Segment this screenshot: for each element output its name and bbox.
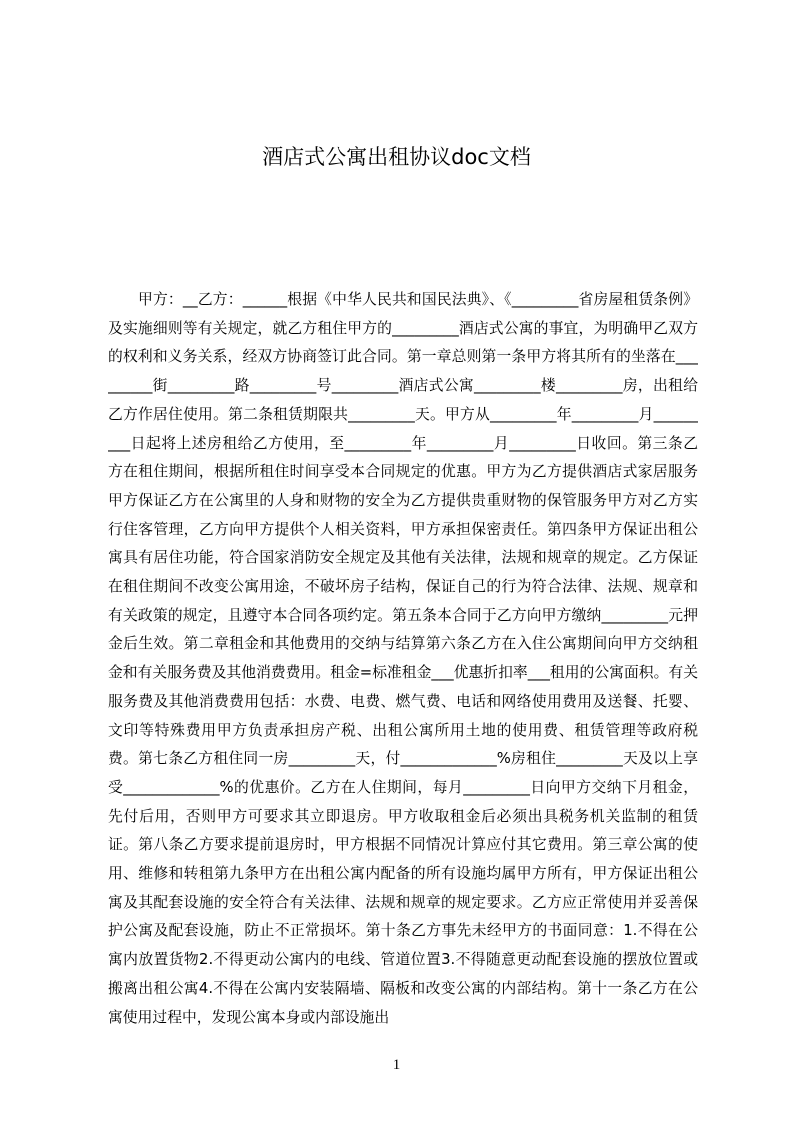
document-body-text: 甲方：__乙方：______根据《中华人民共和国民法典》、《_________省房屋租赁条例》及实施细则等有关规定，就乙方租住甲方的_________酒店式公寓的事宜，为明确甲乙双方的权利和义务关系，经双方协商签订此合同。第一章总则第一条甲方将其所有的坐落在_________街_________路_________号_________酒店式公寓_________楼_________房，出租给乙方作居住使用。第二条租赁期限共_________天。甲方从_________年_________月_________日起将上述房租给乙方使用，至_________年_________月_________日收回。第三条乙方在租住期间，根据所租住时间享受本合同规定的优惠。甲方为乙方提供酒店式家居服务甲方保证乙方在公寓里的人身和财物的安全为乙方提供贵重财物的保管服务甲方对乙方实行住客管理，乙方向甲方提供个人相关资料，甲方承担保密责任。第四条甲方保证出租公寓具有居住功能，符合国家消防安全规定及其他有关法律，法规和规章的规定。乙方保证在租住期间不改变公寓用途，不破坏房子结构，保证自己的行为符合法律、法规、规章和有关政策的规定，且遵守本合同各项约定。第五条本合同于乙方向甲方缴纳_________元押金后生效。第二章租金和其他费用的交纳与结算第六条乙方在入住公寓期间向甲方交纳租金和有关服务费及其他消费费用。租金=标准租金___优惠折扣率___租用的公寓面积。有关服务费及其他消费费用包括：水费、电费、燃气费、电话和网络使用费用及送餐、托婴、文印等特殊费用甲方负责承担房产税、出租公寓所用土地的使用费、租赁管理等政府税费。第七条乙方租住同一房_________天，付_____________%房租住_________天及以上享受_____________%的优惠价。乙方在人住期间，每月_________日向甲方交纳下月租金，先付后用，否则甲方可要求其立即退房。甲方收取租金后必须出具税务机关监制的租赁证。第八条乙方要求提前退房时，甲方根据不同情况计算应付其它费用。第三章公寓的使用、维修和转租第九条甲方在出租公寓内配备的所有设施均属甲方所有，甲方保证出租公寓及其配套设施的安全符合有关法律、法规和规章的规定要求。乙方应正常使用并妥善保护公寓及配套设施，防止不正常损坏。第十条乙方事先未经甲方的书面同意：1.不得在公寓内放置货物2.不得更动公寓内的电线、管道位置3.不得随意更动配套设施的摆放位置或搬离出租公寓4.不得在公寓内安装隔墙、隔板和改变公寓的内部结构。第十一条乙方在公寓使用过程中，发现公寓本身或内部设施出: [108, 291, 698, 1026]
page-number: 1: [392, 1057, 401, 1073]
document-title: 酒店式公寓出租协议doc文档: [262, 145, 531, 169]
